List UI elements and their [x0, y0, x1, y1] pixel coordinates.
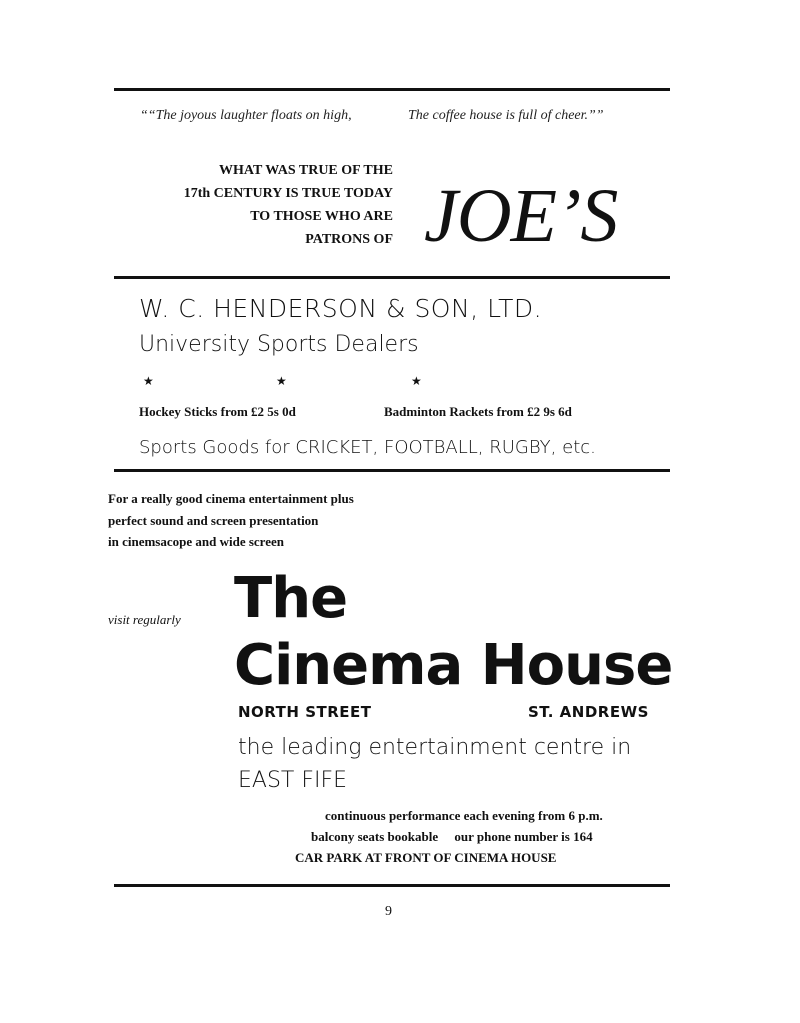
- cinema-name-main: Cinema House: [234, 633, 673, 698]
- cinema-intro: [108, 488, 354, 553]
- joes-tagline-line: 17th CENTURY IS TRUE TODAY: [183, 186, 393, 201]
- star-icon: ★: [143, 374, 154, 388]
- joes-quote-right: The coffee house is full of cheer.””: [408, 108, 604, 123]
- joes-tagline-line: WHAT WAS TRUE OF THE: [218, 163, 393, 178]
- cinema-performance-info: continuous performance each evening from 6 p.m.: [325, 808, 603, 823]
- star-icon: ★: [411, 374, 422, 388]
- badminton-price: Badminton Rackets from £2 9s 6d: [384, 404, 572, 419]
- joes-logo: JOE’S: [424, 174, 618, 258]
- cinema-lead-line1: the leading entertainment centre in: [238, 735, 632, 760]
- cinema-booking-phone: balcony seats bookable our phone number is 164: [311, 829, 593, 844]
- cinema-intro-line: in cinemsacope and wide screen: [108, 534, 284, 549]
- cinema-name-the: The: [234, 566, 348, 631]
- joes-tagline-line: PATRONS OF: [305, 232, 393, 247]
- hockey-price: Hockey Sticks from £2 5s 0d: [139, 404, 296, 419]
- divider-henderson-cinema: [114, 469, 670, 472]
- joes-quote-left: ““The joyous laughter floats on high,: [140, 108, 352, 123]
- cinema-car-park: CAR PARK AT FRONT OF CINEMA HOUSE: [295, 850, 557, 865]
- cinema-street: NORTH STREET: [238, 703, 372, 721]
- bottom-divider: [114, 884, 670, 887]
- page-number: 9: [385, 904, 392, 919]
- henderson-subtitle: University Sports Dealers: [139, 332, 419, 357]
- top-divider: [114, 88, 670, 91]
- sports-goods-line: Sports Goods for CRICKET, FOOTBALL, RUGBY, etc.: [139, 437, 596, 458]
- visit-regularly: visit regularly: [108, 612, 181, 627]
- joes-tagline: [113, 159, 393, 251]
- cinema-lead-line2: EAST FIFE: [238, 768, 348, 793]
- cinema-intro-line: For a really good cinema entertainment plus: [108, 491, 354, 506]
- joes-tagline-line: TO THOSE WHO ARE: [250, 209, 393, 224]
- henderson-title: W. C. HENDERSON & SON, LTD.: [139, 294, 543, 323]
- star-icon: ★: [276, 374, 287, 388]
- cinema-town: ST. ANDREWS: [528, 703, 649, 721]
- cinema-intro-line: perfect sound and screen presentation: [108, 512, 319, 528]
- divider-joes-henderson: [114, 276, 670, 279]
